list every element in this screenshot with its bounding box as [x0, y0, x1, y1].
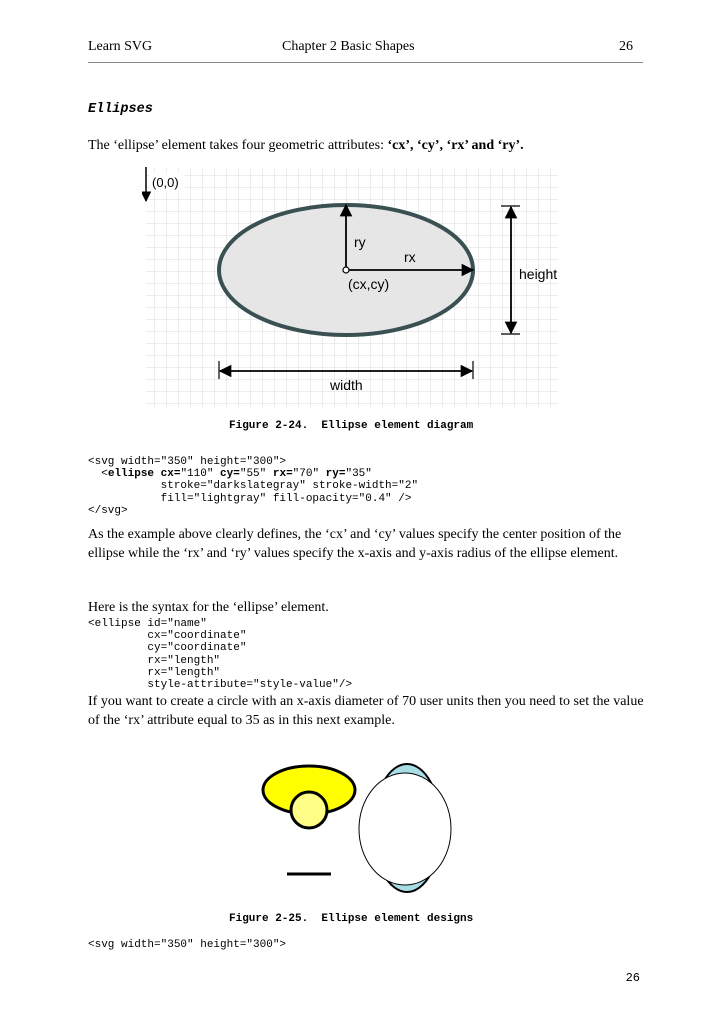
code1-cx: cx=: [154, 468, 181, 481]
code1-rx-value: "70": [292, 468, 320, 481]
code2-line2: cx="coordinate": [88, 630, 247, 643]
code1-cx-value: "110": [180, 468, 214, 481]
code1-line3: stroke="darkslategray" stroke-width="2": [88, 480, 419, 493]
syntax-intro-paragraph: Here is the syntax for the ‘ellipse’ element.: [88, 600, 329, 615]
intro-attributes: ‘cx’, ‘cy’, ‘rx’ and ‘ry’.: [387, 138, 524, 153]
code-block-syntax: [88, 618, 352, 691]
center-point: [343, 267, 349, 273]
figure-caption-2-24: Figure 2-24. Ellipse element diagram: [229, 420, 474, 432]
white-ellipse: [359, 773, 451, 885]
header-book-title: Learn SVG: [88, 39, 153, 54]
intro-text: The ‘ellipse’ element takes four geometric attributes:: [88, 138, 388, 153]
code-block-example: [88, 456, 418, 517]
header-chapter-title: Chapter 2 Basic Shapes: [282, 39, 415, 54]
code1-line5: </svg>: [88, 504, 128, 517]
code2-line1: <ellipse id="name": [88, 618, 207, 630]
code-block-next-example: <svg width="350" height="300">: [88, 939, 287, 951]
origin-label: (0,0): [152, 175, 179, 190]
footer-page-number: 26: [625, 971, 640, 985]
code2-line6: style-attribute="style-value"/>: [88, 679, 353, 692]
center-label: (cx,cy): [348, 276, 390, 292]
code1-tag: ellipse: [107, 468, 155, 481]
header-page-number: 26: [619, 39, 633, 54]
code1-line2-pre: <: [88, 468, 108, 481]
code2-line5: rx="length": [88, 666, 221, 679]
running-header: [88, 39, 643, 61]
ellipse-diagram: [142, 163, 562, 413]
width-label: width: [330, 377, 363, 393]
header-rule: [88, 62, 643, 63]
figure-caption-2-25: Figure 2-25. Ellipse element designs: [229, 913, 474, 925]
code1-cy: cy=: [213, 468, 240, 481]
code1-line4: fill="lightgray" fill-opacity="0.4" />: [88, 492, 412, 505]
code1-ry: ry=: [319, 468, 346, 481]
code1-line1: <svg width="350" height="300">: [88, 456, 287, 468]
ry-label: ry: [354, 234, 366, 250]
height-label: height: [519, 266, 558, 282]
code1-rx: rx=: [266, 468, 293, 481]
explanation-paragraph: As the example above clearly defines, the ‘cx’ and ‘cy’ values specify the center position of the ellipse while the ‘rx’ and ‘ry’ values specify the x-axis and y-axis radius of the ellipse element.: [88, 527, 622, 561]
ellipse-designs-figure: [255, 762, 455, 902]
intro-paragraph: [88, 136, 648, 155]
code1-ry-value: "35": [345, 468, 372, 481]
code2-line4: rx="length": [88, 654, 221, 667]
section-title: Ellipses: [88, 102, 153, 117]
code2-line3: cy="coordinate": [88, 642, 247, 655]
code1-cy-value: "55": [239, 468, 267, 481]
circle-example-paragraph: If you want to create a circle with an x-axis diameter of 70 user units then you need to set the value of the ‘rx’ attribute equal to 35 as in this next example.: [88, 694, 644, 728]
light-yellow-circle: [291, 792, 327, 828]
rx-label: rx: [404, 249, 416, 265]
